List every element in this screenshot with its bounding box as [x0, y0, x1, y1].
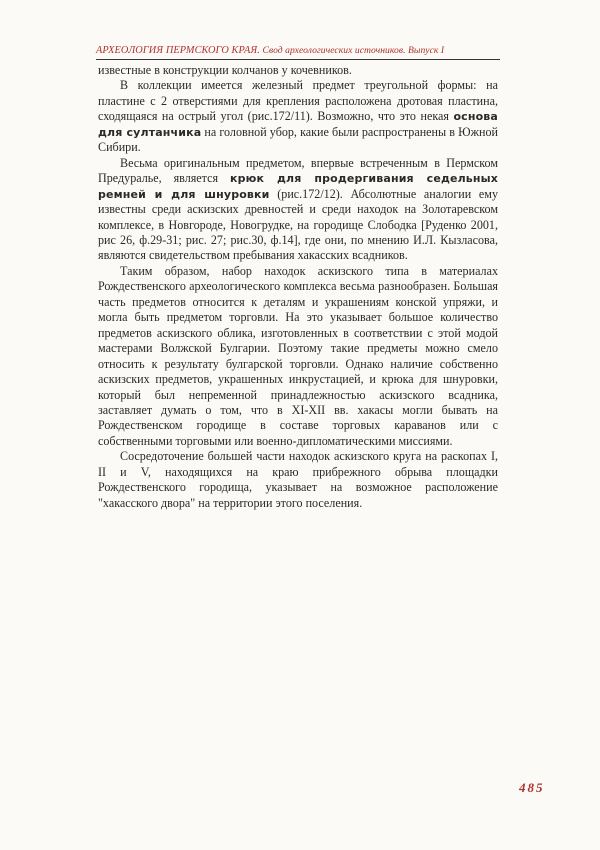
- paragraph-text: на головной убор, какие были распространены в Южной Сибири.: [98, 124, 498, 155]
- header-subtitle: Свод археологических источников. Выпуск I: [262, 45, 445, 56]
- bold-term: крюк для продергивания седельных ремней и для шнуровки: [98, 172, 498, 201]
- paragraph-sultan-base: [98, 78, 498, 155]
- paragraph-conclusion: Сосредоточение большей части находок аскизского круга на раскопах I, II и V, находящихся на краю прибрежного обрыва площадки Рождественского городища, указывает на возможное расположение "хакасского двора" на территории этого поселения.: [98, 449, 498, 510]
- header-title: АРХЕОЛОГИЯ ПЕРМСКОГО КРАЯ.: [96, 45, 260, 56]
- paragraph-text: Весьма оригинальным предметом, впервые встреченным в Пермском Предуралье, является: [98, 155, 498, 186]
- paragraph-hook: [98, 156, 498, 264]
- paragraph-text: В коллекции имеется железный предмет треугольной формы: на пластине с 2 отверстиями для крепления расположена дротовая пластина, сходящаяся на острый угол (рис.172/11). Возможно, что это некая: [98, 78, 498, 124]
- page-number: 485: [519, 780, 545, 795]
- bold-term: основа для султанчика: [98, 110, 498, 139]
- paragraph-continued: известные в конструкции колчанов у кочевников.: [98, 63, 352, 77]
- header-rule: [96, 59, 500, 60]
- paragraph-summary: Таким образом, набор находок аскизского типа в материалах Рождественского археологического комплекса весьма разнообразен. Большая часть предметов относится к деталям и украшениям конской упряжи, и могла быть предметом торговли. На это указывает большое количество предметов аскизского облика, изготовленных в соответствии с этой модой мастерами Волжской Булгарии. Поэтому такие предметы можно смело относить к результату булгарской торговли. Однако наличие собственно аскизских предметов, украшенных инкрустацией, и крюка для шнуровки, который был непременной принадлежностью аскизского всадника, заставляет думать о том, что в XI-XII вв. хакасы могли бывать на Рождественском городище в составе торговых караванов или с собственными торговыми или военно-дипломатическими миссиями.: [98, 263, 498, 448]
- paragraph-text: (рис.172/12). Абсолютные аналогии ему известны среди аскизских древностей и среди находок на Золотаревском комплексе, в Новгороде, Новогрудке, на городище Слободка [Руденко 2001, рис 26, ф.29-31; рис. 27; рис.30, ф.14], где они, по мнению И.Л. Кызласова, являются свидетельством пребывания хакасских всадников.: [98, 186, 499, 263]
- body-text: [98, 63, 498, 511]
- running-header: [96, 45, 498, 56]
